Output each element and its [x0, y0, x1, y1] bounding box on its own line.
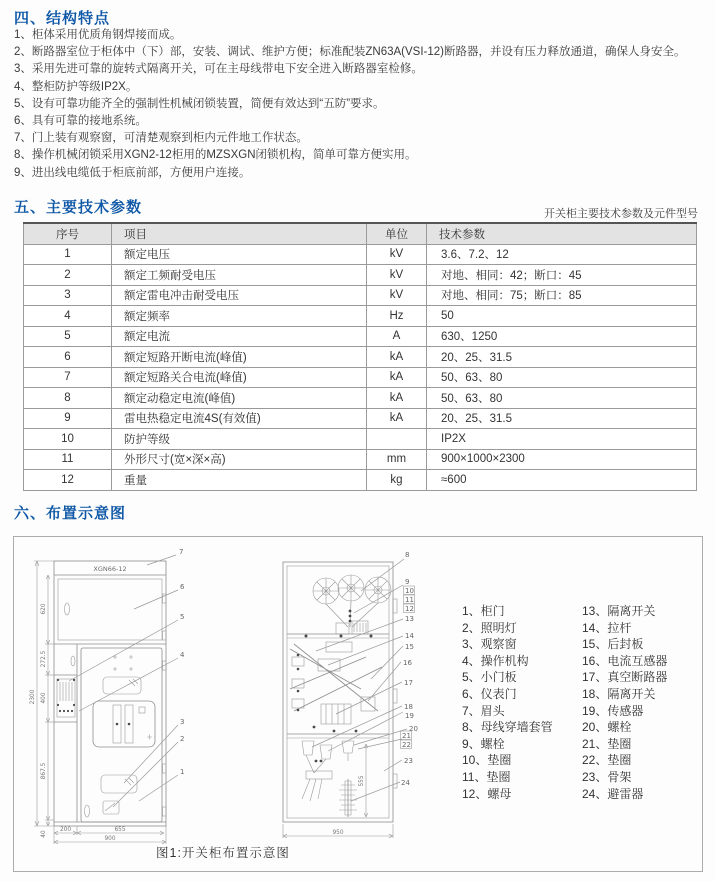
col-header-item: 项目	[112, 223, 367, 244]
cell-unit: kV	[367, 265, 427, 286]
table-row	[24, 388, 697, 409]
cell-unit: kA	[367, 347, 427, 368]
callout-7: 7	[179, 548, 184, 556]
part-item: 22、垫圈	[582, 753, 632, 768]
cell-no: 8	[24, 388, 112, 409]
table-row	[24, 347, 697, 368]
callout-2: 2	[180, 735, 185, 743]
part-item: 17、真空断路器	[582, 670, 668, 685]
cell-no: 2	[24, 265, 112, 286]
part-item: 23、骨架	[582, 769, 632, 784]
callout-21: 21	[402, 732, 411, 740]
model-label: XGN66-12	[93, 565, 127, 573]
cell-no: 7	[24, 367, 112, 388]
parts-list-column-2	[582, 603, 667, 802]
lower-compartment	[302, 741, 368, 817]
part-item: 13、隔离开关	[582, 604, 656, 618]
cell-unit: kA	[367, 388, 427, 409]
cell-unit: mm	[367, 449, 427, 470]
part-item: 11、垫圈	[462, 769, 511, 784]
part-item: 9、螺栓	[462, 736, 505, 751]
callout-19: 19	[405, 712, 414, 720]
feature-item: 6、具有可靠的接地系统。	[14, 115, 147, 128]
cell-no: 12	[24, 470, 112, 491]
busbar-bushings	[313, 575, 391, 627]
cell-no: 4	[24, 306, 112, 327]
dim-seg-620: 620	[41, 603, 47, 615]
cell-item: 外形尺寸(宽×深×高)	[112, 449, 367, 470]
part-item: 6、仪表门	[462, 686, 517, 701]
table-row	[24, 244, 697, 265]
part-item: 15、后封板	[582, 637, 644, 652]
callout-13: 13	[405, 615, 414, 623]
feature-item: 1、柜体采用优质角钢焊接而成。	[14, 29, 182, 41]
section-title-structure-features: 四、结构特点	[14, 10, 111, 27]
part-item: 2、照明灯	[462, 620, 517, 635]
part-item: 3、观察窗	[462, 637, 517, 652]
dim-bottom-950: 950	[332, 830, 344, 836]
feature-item: 3、采用先进可靠的旋转式隔离开关，可在主母线带电下安全进入断路器室检修。	[14, 63, 423, 76]
dim-bottom-900: 900	[104, 836, 116, 842]
table-row	[24, 285, 697, 306]
cell-item: 防护等级	[112, 429, 367, 450]
callout-9: 9	[405, 578, 410, 586]
part-item: 5、小门板	[462, 670, 517, 685]
cell-value: 50	[427, 306, 697, 327]
cell-item: 额定动稳定电流(峰值)	[112, 388, 367, 409]
table-row	[24, 449, 697, 470]
part-item: 18、隔离开关	[582, 686, 656, 701]
table-note: 开关柜主要技术参数及元件型号	[544, 208, 698, 220]
cell-item: 额定雷电冲击耐受电压	[112, 285, 367, 306]
part-item: 7、眉头	[462, 703, 505, 718]
col-header-value: 技术参数	[427, 223, 697, 244]
cell-item: 雷电热稳定电流4S(有效值)	[112, 408, 367, 429]
cell-no: 6	[24, 347, 112, 368]
cell-item: 额定短路开断电流(峰值)	[112, 347, 367, 368]
cell-unit: kA	[367, 367, 427, 388]
cell-value: 对地、相同：75；断口：85	[427, 285, 697, 306]
cell-item: 额定频率	[112, 306, 367, 327]
cell-unit	[367, 429, 427, 450]
part-item: 10、垫圈	[462, 753, 512, 768]
callout-6: 6	[180, 583, 185, 591]
cell-item: 额定电流	[112, 326, 367, 347]
part-item: 4、操作机构	[462, 653, 529, 668]
col-header-unit: 单位	[367, 223, 427, 244]
cell-item: 额定短路关合电流(峰值)	[112, 367, 367, 388]
tech-params-table	[23, 222, 697, 491]
section-title-tech-params: 五、主要技术参数	[14, 199, 143, 216]
dim-seg-400: 400	[41, 692, 47, 704]
part-item: 19、传感器	[582, 703, 644, 718]
feature-item: 8、操作机械闭锁采用XGN2-12柜用的MZSXGN闭锁机构，简单可靠方便实用。	[14, 149, 417, 162]
cell-value: 20、25、31.5	[427, 347, 697, 368]
cell-unit: A	[367, 326, 427, 347]
callout-14: 14	[405, 632, 414, 640]
cell-value: 3.6、7.2、12	[427, 244, 697, 265]
part-item: 24、避雷器	[582, 786, 644, 801]
dim-seg-867-5: 867.5	[41, 762, 47, 780]
dim-seg-40: 40	[41, 830, 47, 838]
table-row	[24, 408, 697, 429]
callout-20: 20	[409, 725, 418, 733]
cell-value: 630、1250	[427, 326, 697, 347]
table-row	[24, 306, 697, 327]
callout-24: 24	[401, 779, 410, 787]
table-row	[24, 367, 697, 388]
cell-value: ≈600	[427, 470, 697, 491]
callout-10: 10	[405, 587, 414, 595]
cell-value: 对地、相同：42；断口：45	[427, 265, 697, 286]
part-item: 16、电流互感器	[582, 653, 668, 668]
cell-value: 50、63、80	[427, 367, 697, 388]
cell-no: 11	[24, 449, 112, 470]
part-item: 21、垫圈	[582, 736, 632, 751]
feature-item: 2、断路器室位于柜体中（下）部，安装、调试、维护方便；标准配装ZN63A(VSI-12)断路器，并设有压力释放通道，确保人身安全。	[14, 46, 686, 59]
callout-5: 5	[180, 613, 185, 621]
figure-caption: 图1:开关柜布置示意图	[156, 846, 290, 860]
dim-bottom-655: 655	[114, 827, 126, 833]
part-item: 20、螺栓	[582, 720, 632, 735]
callout-17: 17	[404, 679, 413, 687]
table-row	[24, 429, 697, 450]
parts-list-column-1	[462, 603, 553, 802]
feature-item: 9、进出线电缆低于柜底前部，方便用户连接。	[14, 166, 251, 179]
callout-3: 3	[180, 718, 185, 726]
dim-total-height: 2300	[30, 689, 36, 705]
operating-mechanism-grille	[57, 679, 75, 717]
part-item: 12、螺母	[462, 786, 512, 801]
dim-inner-555: 555	[359, 775, 365, 787]
feature-item: 7、门上装有观察窗，可清楚观察到柜内元件地工作状态。	[14, 132, 308, 145]
door-details	[93, 655, 155, 814]
feature-item: 4、整柜防护等级IP2X。	[14, 80, 138, 93]
part-item: 1、柜门	[462, 604, 505, 618]
callout-4: 4	[180, 651, 185, 659]
cell-value: 900×1000×2300	[427, 449, 697, 470]
cell-no: 5	[24, 326, 112, 347]
table-row	[24, 326, 697, 347]
cell-no: 3	[24, 285, 112, 306]
cell-unit: kV	[367, 285, 427, 306]
cell-no: 1	[24, 244, 112, 265]
cabinet-outline	[283, 562, 397, 822]
callout-11: 11	[405, 596, 414, 604]
cell-unit: kV	[367, 244, 427, 265]
cell-item: 额定工频耐受电压	[112, 265, 367, 286]
section-title-layout-diagram: 六、布置示意图	[14, 505, 127, 522]
table-row	[24, 265, 697, 286]
table-header-row	[24, 223, 697, 244]
callout-8: 8	[405, 551, 410, 559]
feature-item: 5、设有可靠功能齐全的强制性机械闭锁装置，简便有效达到“五防”要求。	[14, 97, 385, 110]
cell-unit: Hz	[367, 306, 427, 327]
cell-value: 50、63、80	[427, 388, 697, 409]
front-view-drawing	[29, 539, 234, 869]
dim-seg-272-5: 272.5	[41, 650, 47, 668]
callout-22: 22	[402, 741, 411, 749]
feature-list	[14, 27, 712, 182]
layout-figure-box	[13, 536, 703, 872]
cell-item: 额定电压	[112, 244, 367, 265]
cabinet-outline	[54, 561, 166, 826]
col-header-no: 序号	[24, 223, 112, 244]
cell-no: 10	[24, 429, 112, 450]
cell-item: 重量	[112, 470, 367, 491]
cell-no: 9	[24, 408, 112, 429]
part-item: 8、母线穿墙套管	[462, 720, 553, 735]
callout-12: 12	[405, 605, 414, 613]
callout-15: 15	[405, 643, 414, 651]
dim-bottom-200: 200	[59, 827, 72, 833]
callout-1: 1	[180, 768, 185, 776]
callout-18: 18	[404, 703, 413, 711]
part-item: 14、拉杆	[582, 620, 632, 635]
table-row	[24, 470, 697, 491]
cell-value: IP2X	[427, 429, 697, 450]
callout-23: 23	[404, 757, 413, 765]
cell-unit: kg	[367, 470, 427, 491]
cell-value: 20、25、31.5	[427, 408, 697, 429]
callout-16: 16	[403, 659, 412, 667]
cell-unit: kA	[367, 408, 427, 429]
side-view-drawing	[266, 539, 466, 869]
